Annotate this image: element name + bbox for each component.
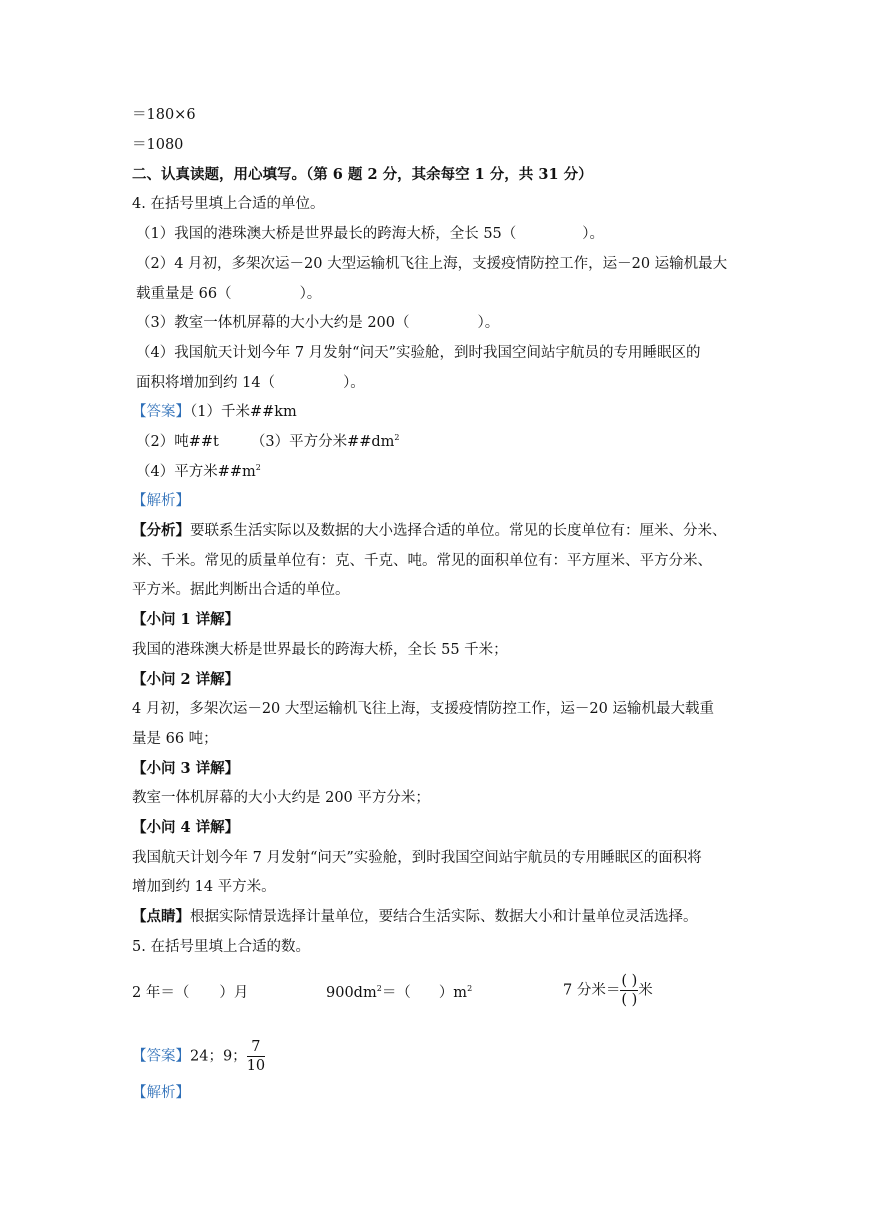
q4-part-1-text: （1）我国的港珠澳大桥是世界最长的跨海大桥，全长 55（: [136, 226, 517, 242]
sub4-text-2: 增加到约 14 平方米。: [132, 879, 276, 895]
sub1-tag: 【小问 1 详解】: [132, 611, 240, 628]
q5-analysis-tag: 【解析】: [132, 1085, 190, 1101]
q4-part-3-text: （3）教室一体机屏幕的大小大约是 200（: [136, 315, 410, 331]
superscript: 2: [394, 433, 400, 442]
calc-line-2: ＝1080: [132, 137, 184, 153]
blank-fraction: [620, 972, 638, 1009]
fraction-denominator: 10: [246, 1058, 266, 1074]
dianjing-line: [132, 907, 698, 927]
fraction-numerator: ( ): [621, 973, 638, 989]
q4-part-4-close: ）。: [343, 375, 365, 391]
q5-item-2-text: 900dm: [326, 985, 377, 1001]
sub4-text-1: 我国航天计划今年 7 月发射“问天”实验舱，到时我国空间站宇航员的专用睡眠区的面积将: [132, 850, 702, 866]
q5-item-1-unit: ）月: [219, 985, 249, 1001]
fraction-denominator: ( ): [621, 992, 638, 1008]
answer-1: （1）千米##km: [190, 404, 297, 420]
q4-part-4-line-1: （4）我国航天计划今年 7 月发射“问天”实验舱，到时我国空间站宇航员的专用睡眠区的: [136, 345, 701, 361]
dianjing-text: 根据实际情景选择计量单位，要结合生活实际、数据大小和计量单位灵活选择。: [190, 909, 698, 925]
q4-part-4-text: 面积将增加到约 14（: [136, 375, 276, 391]
dianjing-tag: 【点睛】: [132, 908, 190, 925]
q4-answer-line-2: [136, 432, 400, 452]
q5-item-3-unit: 米: [638, 982, 653, 999]
q4-answer-line-3: [136, 462, 261, 482]
answer-3: （3）平方分米##dm: [250, 434, 395, 450]
q5-item-3: [563, 972, 653, 1009]
calc-line-1: ＝180×6: [132, 107, 196, 123]
fenxi-line-2: 米、千米。常见的质量单位有：克、千克、吨。常见的面积单位有：平方厘米、平方分米、: [132, 553, 712, 569]
sub2-tag: 【小问 2 详解】: [132, 671, 240, 688]
q4-part-3: [136, 313, 499, 333]
sub1-text: 我国的港珠澳大桥是世界最长的跨海大桥，全长 55 千米；: [132, 642, 508, 658]
fraction-numerator: 7: [247, 1038, 265, 1057]
q4-stem: 4. 在括号里填上合适的单位。: [132, 196, 325, 212]
q4-part-1-close: ）。: [582, 226, 605, 242]
answer-2: （2）吨##t: [136, 434, 219, 450]
q4-part-4-line-2: [136, 373, 365, 393]
q5-answer-text: 24；9；: [190, 1048, 247, 1065]
q5-item-1: [132, 981, 248, 1005]
sub3-tag: 【小问 3 详解】: [132, 760, 240, 777]
q5-stem: 5. 在括号里填上合适的数。: [132, 939, 310, 955]
q5-item-3-text: 7 分米＝: [563, 982, 621, 999]
fenxi-text-1: 要联系生活实际以及数据的大小选择合适的单位。常见的长度单位有：厘米、分米、: [190, 523, 727, 539]
q5-answer: [132, 1038, 265, 1075]
answer-4: （4）平方米##m: [136, 464, 256, 480]
q4-answer-line-1: [132, 402, 297, 422]
sub2-text-1: 4 月初，多架次运－20 大型运输机飞往上海，支援疫情防控工作，运－20 运输机最大载重: [132, 701, 714, 717]
q4-part-3-close: ）。: [477, 315, 500, 331]
superscript: 2: [467, 984, 473, 993]
fenxi-tag: 【分析】: [132, 522, 190, 539]
section-title: 二、认真读题，用心填写。（第 6 题 2 分，其余每空 1 分，共 31 分）: [132, 166, 593, 183]
q4-part-1: [136, 224, 604, 244]
answer-tag: 【答案】: [132, 404, 190, 420]
fenxi-line-3: 平方米。据此判断出合适的单位。: [132, 582, 350, 598]
superscript: 2: [376, 984, 382, 993]
sub2-text-2: 量是 66 吨；: [132, 731, 218, 747]
sub4-tag: 【小问 4 详解】: [132, 819, 240, 836]
q4-part-2-line-2: [136, 284, 321, 304]
q5-item-1-text: 2 年＝（: [132, 985, 190, 1001]
q4-part-2-line-1: （2）4 月初，多架次运－20 大型运输机飞往上海，支援疫情防控工作，运－20 运输机最大: [136, 256, 728, 272]
q5-item-2: [326, 981, 472, 1005]
answer-fraction: [247, 1038, 265, 1075]
q5-item-2-eq: ＝（: [381, 985, 411, 1001]
answer-tag: 【答案】: [132, 1048, 190, 1065]
analysis-tag: 【解析】: [132, 493, 190, 509]
fenxi-line-1: [132, 521, 727, 541]
q5-item-2-unit: ）m: [438, 985, 468, 1001]
q4-part-2-text: 载重量是 66（: [136, 286, 232, 302]
q4-part-2-close: ）。: [299, 286, 322, 302]
superscript: 2: [255, 463, 261, 472]
sub3-text: 教室一体机屏幕的大小大约是 200 平方分米；: [132, 790, 430, 806]
